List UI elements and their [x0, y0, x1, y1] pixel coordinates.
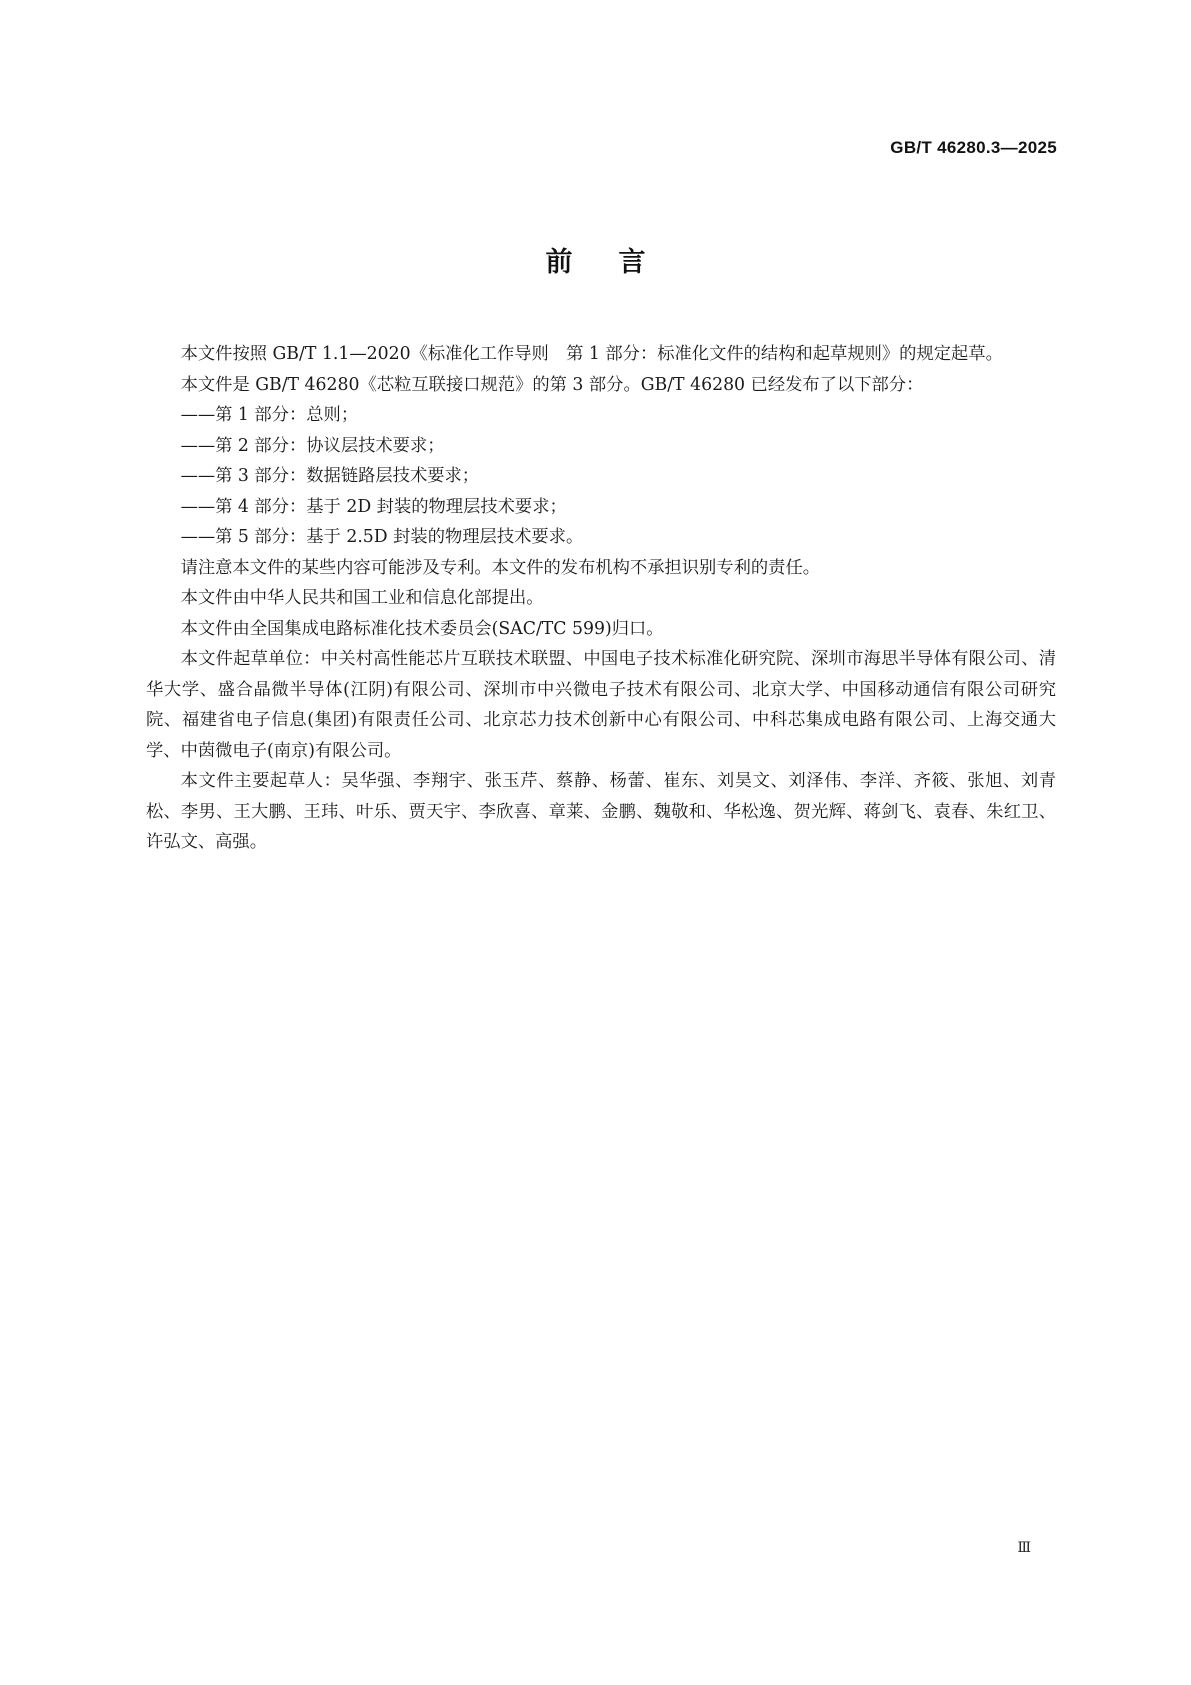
paragraph-committee: 本文件由全国集成电路标准化技术委员会(SAC/TC 599)归口。 [180, 618, 664, 639]
paragraph-series-intro: 本文件是 GB/T 46280《芯粒互联接口规范》的第 3 部分。GB/T 46280 已经发布了以下部分： [180, 374, 924, 395]
paragraph-drafters: 本文件主要起草人：吴华强、李翔宇、张玉芹、蔡静、杨蕾、崔东、刘昊文、刘泽伟、李洋、齐筱、张旭、刘青松、李男、王大鹏、王玮、叶乐、贾天宇、李欣喜、章莱、金鹏、魏敬和、华松逸、贺光辉、蒋剑飞、袁春、朱红卫、许弘文、高强。 [146, 771, 1056, 852]
page-number: Ⅲ [1017, 1540, 1031, 1556]
foreword-body [146, 339, 1056, 858]
paragraph-proposer: 本文件由中华人民共和国工业和信息化部提出。 [180, 588, 544, 608]
list-item-part-4: ——第 4 部分：基于 2D 封装的物理层技术要求； [180, 496, 567, 517]
list-item-part-2: ——第 2 部分：协议层技术要求； [180, 435, 445, 456]
list-item-part-5: ——第 5 部分：基于 2.5D 封装的物理层技术要求。 [180, 527, 584, 547]
paragraph-drafting-units: 本文件起草单位：中关村高性能芯片互联技术联盟、中国电子技术标准化研究院、深圳市海思半导体有限公司、清华大学、盛合晶微半导体(江阴)有限公司、深圳市中兴微电子技术有限公司、北京大学、中国移动通信有限公司研究院、福建省电子信息(集团)有限责任公司、北京芯力技术创新中心有限公司、中科芯集成电路有限公司、上海交通大学、中茵微电子(南京)有限公司。 [146, 649, 1056, 761]
list-item-part-1: ——第 1 部分：总则； [180, 405, 359, 425]
list-item-part-3: ——第 3 部分：数据链路层技术要求； [180, 466, 480, 486]
paragraph-drafting-rules: 本文件按照 GB/T 1.1—2020《标准化工作导则 第 1 部分：标准化文件的结构和起草规则》的规定起草。 [180, 344, 1003, 364]
page-title: 前言 [545, 247, 692, 278]
standard-code: GB/T 46280.3—2025 [890, 138, 1057, 157]
paragraph-patent-notice: 请注意本文件的某些内容可能涉及专利。本文件的发布机构不承担识别专利的责任。 [180, 557, 821, 578]
